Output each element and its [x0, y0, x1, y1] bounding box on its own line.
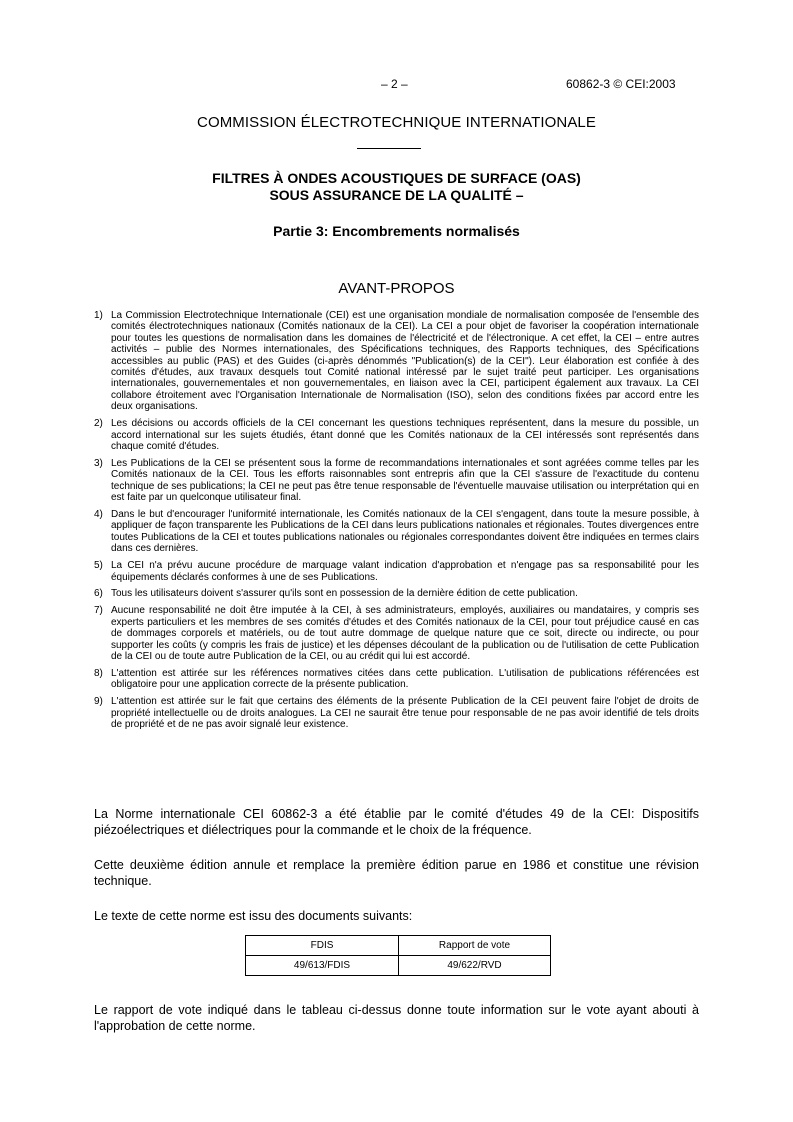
foreword-item-number: 3)	[94, 457, 103, 469]
document-title-line-1: FILTRES À ONDES ACOUSTIQUES DE SURFACE (OAS)	[212, 170, 581, 186]
foreword-item-number: 9)	[94, 696, 103, 708]
foreword-item-text: Tous les utilisateurs doivent s'assurer qu'ils sont en possession de la dernière édition de cette publication.	[111, 588, 578, 600]
foreword-item-number: 8)	[94, 667, 103, 679]
foreword-item	[94, 605, 699, 662]
foreword-item-number: 5)	[94, 560, 103, 572]
foreword-list	[94, 310, 699, 736]
foreword-item-text: L'attention est attirée sur le fait que certains des éléments de la présente Publication de la CEI peuvent faire l'objet de droits de propriété intellectuelle ou de droits analogues. La CEI ne saurait être tenue pour responsable de ne pas avoir identifié de tels droits de propriété et de ne pas avoir signalé leur existence.	[111, 696, 699, 730]
standard-paragraph: La Norme internationale CEI 60862-3 a été établie par le comité d'études 49 de la CEI: Dispositifs piézoélectriques et diélectriques pour la commande et le choix de la fréquence.	[94, 807, 699, 837]
foreword-item	[94, 310, 699, 413]
table-cell: 49/622/RVD	[399, 956, 551, 976]
foreword-item-text: Dans le but d'encourager l'uniformité internationale, les Comités nationaux de la CEI s'engagent, dans toute la mesure possible, à appliquer de façon transparente les Publications de la CEI dans leurs publications nationales et régionales. Toutes divergences entre toutes Publications de la CEI et toutes publications nationales ou régionales correspondantes doivent être indiquées en termes clairs dans ces dernières.	[111, 509, 699, 555]
foreword-item	[94, 560, 699, 583]
foreword-heading: AVANT-PROPOS	[338, 280, 455, 297]
table-header-cell: FDIS	[246, 936, 399, 956]
foreword-item-text: Les Publications de la CEI se présentent sous la forme de recommandations internationales et sont agréées comme telles par les Comités nationaux de la CEI. Tous les efforts raisonnables sont entrepris afin que la CEI s'assure de l'exactitude du contenu technique de ses publications; la CEI ne peut pas être tenue responsable de l'éventuelle mauvaise utilisation ou interprétation qui en est faite par un quelconque utilisateur final.	[111, 457, 699, 504]
title-divider	[357, 148, 421, 149]
foreword-item-text: La CEI n'a prévu aucune procédure de marquage valant indication d'approbation et n'engage pas sa responsabilité pour les équipements déclarés conformes à une de ses Publications.	[111, 560, 699, 583]
foreword-item	[94, 588, 699, 599]
document-reference: 60862-3 © CEI:2003	[566, 77, 676, 91]
foreword-item-number: 4)	[94, 509, 103, 520]
vote-report-paragraph: Le rapport de vote indiqué dans le tableau ci-dessus donne toute information sur le vote ayant abouti à l'approbation de cette norme.	[94, 1003, 699, 1033]
table-header-row	[246, 936, 551, 956]
table-header-cell: Rapport de vote	[399, 936, 551, 956]
foreword-item	[94, 696, 699, 730]
documents-intro-paragraph: Le texte de cette norme est issu des documents suivants:	[94, 909, 413, 923]
foreword-item	[94, 458, 699, 504]
voting-documents-table	[245, 935, 551, 976]
document-title-line-2: SOUS ASSURANCE DE LA QUALITÉ –	[269, 187, 524, 203]
page-number: – 2 –	[381, 77, 408, 91]
foreword-item	[94, 418, 699, 452]
part-title: Partie 3: Encombrements normalisés	[273, 223, 520, 239]
foreword-item-number: 1)	[94, 310, 103, 321]
document-title	[0, 170, 793, 204]
foreword-item-number: 7)	[94, 605, 103, 617]
edition-paragraph: Cette deuxième édition annule et remplace la première édition parue en 1986 et constitue une révision technique.	[94, 858, 699, 888]
foreword-item-number: 6)	[94, 588, 103, 600]
table-row	[246, 956, 551, 976]
foreword-item-text: Aucune responsabilité ne doit être imputée à la CEI, à ses administrateurs, employés, auxiliaires ou mandataires, y compris ses experts particuliers et les membres de ses comités d'études et des Comités nationaux de la CEI, pour tout préjudice causé en cas de dommages corporels et matériels, ou de tout autre dommage de quelque nature que ce soit, directe ou indirecte, ou pour supporter les coûts (y compris les frais de justice) et les dépenses découlant de la publication ou de l'utilisation de cette Publication de la CEI ou de toute autre Publication de la CEI, ou au crédit qui lui est accordé.	[111, 605, 699, 662]
table-cell: 49/613/FDIS	[246, 956, 399, 976]
foreword-item	[94, 668, 699, 691]
organization-title: COMMISSION ÉLECTROTECHNIQUE INTERNATIONALE	[197, 114, 596, 131]
foreword-item-text: L'attention est attirée sur les références normatives citées dans cette publication. L'utilisation de publications référencées est obligatoire pour une application correcte de la présente publication.	[111, 667, 699, 691]
foreword-item	[94, 509, 699, 555]
foreword-item-text: La Commission Electrotechnique Internationale (CEI) est une organisation mondiale de normalisation composée de l'ensemble des comités électrotechniques nationaux (Comités nationaux de la CEI). La CEI a pour objet de favoriser la coopération internationale pour toutes les questions de normalisation dans les domaines de l'électricité et de l'électronique. A cet effet, la CEI – entre autres activités – publie des Normes internationales, des Spécifications techniques, des Rapports techniques, des Spécifications accessibles au public (PAS) et des Guides (ci-après dénommés "Publication(s) de la CEI"). Leur élaboration est confiée à des comités d'études, aux travaux desquels tout Comité national intéressé par le sujet traité peut participer. Les organisations internationales, gouvernementales et non gouvernementales, en liaison avec la CEI, participent également aux travaux. La CEI collabore étroitement avec l'Organisation Internationale de Normalisation (ISO), selon des conditions fixées par accord entre les deux organisations.	[111, 310, 699, 413]
foreword-item-text: Les décisions ou accords officiels de la CEI concernant les questions techniques représentent, dans la mesure du possible, un accord international sur les sujets étudiés, étant donné que les Comités nationaux de la CEI intéressés sont représentés dans chaque comité d'études.	[111, 418, 699, 452]
foreword-item-number: 2)	[94, 418, 103, 430]
